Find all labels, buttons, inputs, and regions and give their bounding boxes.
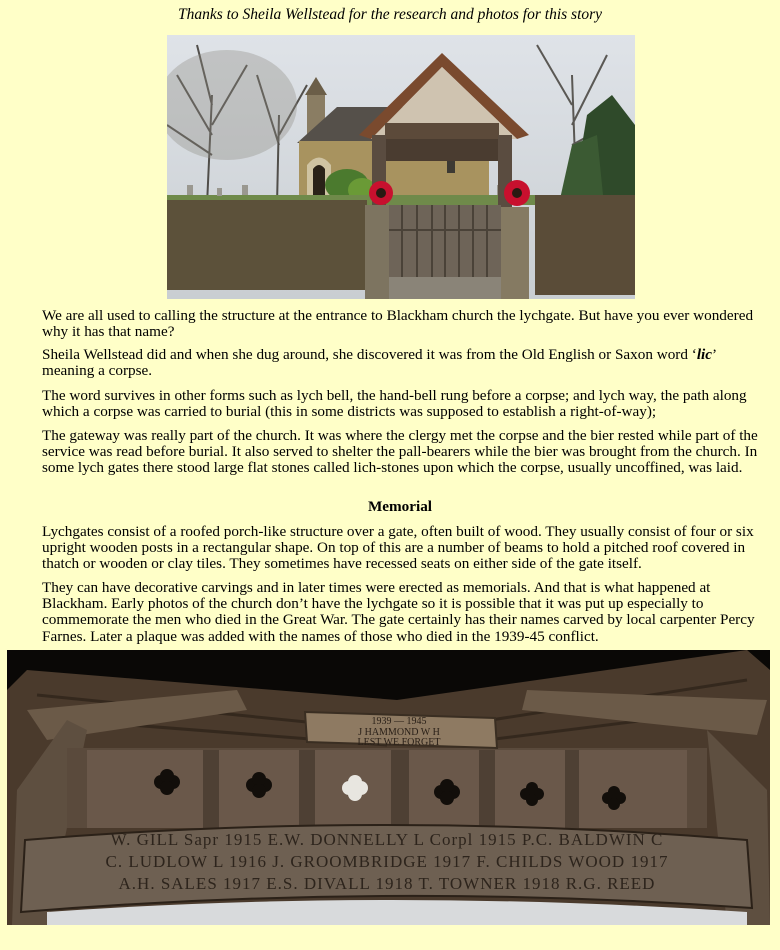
- lychgate-church-photo: [167, 35, 635, 299]
- paragraph-saxon-word-end: ’ meaning a corpse.: [42, 346, 716, 380]
- paragraph-saxon-word: [42, 347, 758, 379]
- memorial-carving-photo: [7, 650, 770, 925]
- paragraph-gateway-history: The gateway was really part of the church. It was where the clergy met the corpse and the bier rested while part of the service was read before burial. It also served to shelter the pall-bearers while the bier was brought from the church. In some lych gates there stood large flat stones called lich-stones upon which the corpse, usually uncoffined, was laid.: [42, 427, 758, 477]
- memorial-heading: Memorial: [367, 498, 433, 515]
- lychgate-church-illustration: [167, 35, 635, 299]
- carved-beam-illustration: [7, 650, 770, 925]
- photo-credit: Thanks to Sheila Wellstead for the research and photos for this story: [177, 6, 603, 23]
- paragraph-lychgate-structure: Lychgates consist of a roofed porch-like structure over a gate, often built of wood. They usually consist of four or six upright wooden posts in a rectangular shape. On top of this are a number of beams to hold a pitched roof covered in thatch or wooden or clay tiles. They sometimes have recessed seats on either side of the gate itself.: [42, 523, 754, 573]
- plaque-years: 1939 — 1945: [371, 716, 427, 727]
- paragraph-memorial-carvings: They can have decorative carvings and in later times were erected as memorials. And that is what happened at Blackham. Early photos of the church don’t have the lychgate so it is possible that it was put up especially to commemorate the men who died in the Great War. The gate certainly has their names carved by local carpenter Percy Farnes. Later a plaque was added with the names of those who died in the 1939-45 conflict.: [42, 579, 755, 645]
- plaque-names: J HAMMOND W H: [358, 727, 440, 738]
- emphasized-word-lic: lic: [696, 346, 712, 363]
- paragraph-saxon-word-start: Sheila Wellstead did and when she dug around, she discovered it was from the Old English or Saxon word ‘: [42, 346, 697, 363]
- plaque-motto: LEST WE FORGET: [357, 737, 441, 748]
- carved-names-row-3: A.H. SALES 1917 E.S. DIVALL 1918 T. TOWNER 1918 R.G. REED: [118, 874, 656, 893]
- paragraph-name-question: We are all used to calling the structure at the entrance to Blackham church the lychgate. But have you ever wondered why it has that name?: [42, 307, 754, 341]
- carved-names-row-2: C. LUDLOW L 1916 J. GROOMBRIDGE 1917 F. CHILDS WOOD 1917: [105, 852, 669, 871]
- paragraph-word-forms: The word survives in other forms such as lych bell, the hand-bell rung before a corpse; and lych way, the path along which a corpse was carried to burial (this in some districts was supposed to establish a right-of-way);: [42, 387, 747, 421]
- carved-names-row-1: W. GILL Sapr 1915 E.W. DONNELLY L Corpl 1915 P.C. BALDWIN C: [110, 830, 664, 849]
